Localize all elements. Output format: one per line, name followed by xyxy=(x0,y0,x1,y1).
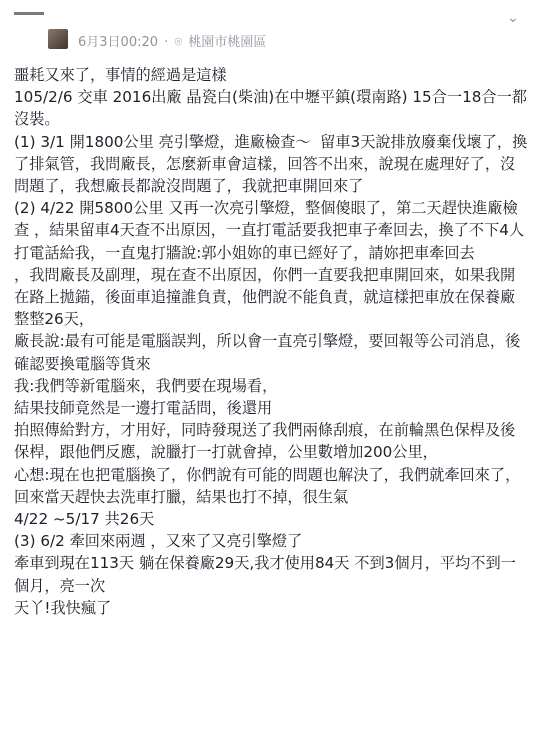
post-line: 結果技師竟然是一邊打電話問，後還用 xyxy=(14,399,273,418)
post-line: 廠長說:最有可能是電腦誤判，所以會一直亮引擎燈，要回報等公司消息，後確認要換電腦等貨來 xyxy=(14,332,521,373)
post-line: 牽車到現在113天 躺在保養廠29天,我才使用84天 不到3個月，平均不到一個月，亮一次 xyxy=(14,554,516,595)
post-meta xyxy=(78,31,268,50)
chevron-down-icon[interactable]: ⌄ xyxy=(507,10,519,26)
post-header xyxy=(0,0,538,56)
post-timestamp[interactable]: 6月3日00:20 xyxy=(78,35,159,50)
post-line: 噩耗又來了，事情的經過是這樣 xyxy=(14,66,227,84)
post-line: (3) 6/2 牽回來兩週 ，又來了又亮引擎燈了 xyxy=(14,532,303,551)
post-line: 心想:現在也把電腦換了，你們說有可能的問題也解決了，我們就牽回來了，回來當天趕快去洗車打臘，結果也打不掉，很生氣 xyxy=(14,465,521,506)
post-line: 105/2/6 交車 2016出廠 晶瓷白(柴油)在中壢平鎮(環南路) 15合一18合一都沒裝。 xyxy=(14,88,527,129)
post-line: (1) 3/1 開1800公里 亮引擎燈，進廠檢查～ 留車3天說排放廢棄伐壞了，換了排氣管，我問廠長，怎麼新車會這樣，回答不出來，說現在處理好了，沒問題了，我想廠長都說沒問題了，我就把車開回來了 xyxy=(14,132,528,196)
post-line: 拍照傳給對方，才用好，同時發現送了我們兩條刮痕，在前輪黑色保桿及後保桿，跟他們反應，說臘打一打就會掉，公里數增加200公里， xyxy=(14,421,516,462)
globe-icon: ⌾ xyxy=(174,35,183,50)
post-location[interactable]: 桃園市桃園區 xyxy=(188,35,267,50)
post-line: ，我問廠長及副理，現在查不出原因，你們一直要我把車開回來，如果我開在路上拋錨，後面車追撞誰負責，他們說不能負責，就這樣把車放在保養廠整整26天， xyxy=(14,265,516,329)
post-body xyxy=(14,64,529,619)
meta-separator: · xyxy=(164,35,169,50)
avatar[interactable] xyxy=(48,29,68,49)
post-line: 天丫!我快瘋了 xyxy=(14,598,112,617)
post-line: (2) 4/22 開5800公里 又再一次亮引擎燈，整個傻眼了，第二天趕快進廠檢查 ，結果留車4天查不出原因，一直打電話要我把車子牽回去，換了不下4人打電話給我，一直鬼打牆說:郭小姐妳的車已經好了，請妳把車牽回去 xyxy=(14,199,525,262)
post-line: 4/22 ~5/17 共26天 xyxy=(14,510,155,529)
redacted-author-name xyxy=(14,12,44,15)
post-line: 我:我們等新電腦來，我們要在現場看， xyxy=(14,376,278,395)
